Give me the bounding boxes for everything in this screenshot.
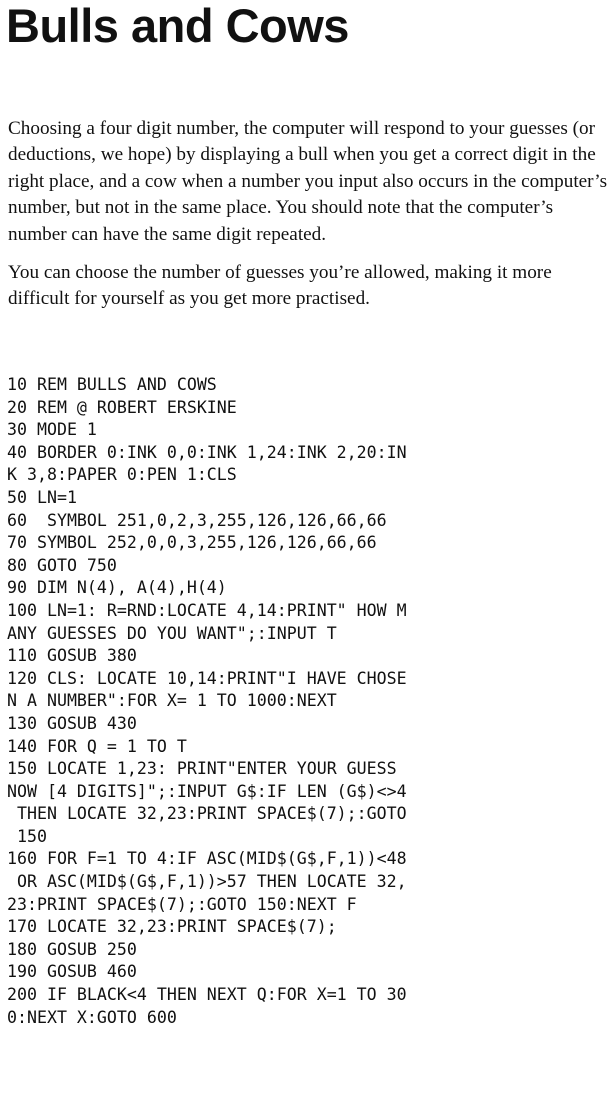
code-line: 120 CLS: LOCATE 10,14:PRINT"I HAVE CHOSE [7,668,407,688]
code-line: 70 SYMBOL 252,0,0,3,255,126,126,66,66 [7,533,377,553]
code-line: N A NUMBER":FOR X= 1 TO 1000:NEXT [7,691,337,711]
code-line: 23:PRINT SPACE$(7);:GOTO 150:NEXT F [7,894,357,914]
code-line: 30 MODE 1 [7,420,97,440]
intro-text [8,116,608,325]
code-line: 100 LN=1: R=RND:LOCATE 4,14:PRINT" HOW M [7,600,407,620]
code-line: OR ASC(MID$(G$,F,1))>57 THEN LOCATE 32, [7,872,407,892]
code-line: 190 GOSUB 460 [7,962,137,982]
page-title: Bulls and Cows [6,0,349,52]
code-line: K 3,8:PAPER 0:PEN 1:CLS [7,465,237,485]
code-line: 160 FOR F=1 TO 4:IF ASC(MID$(G$,F,1))<48 [7,849,407,869]
code-line: 80 GOTO 750 [7,555,117,575]
intro-paragraph: Choosing a four digit number, the computer will respond to your guesses (or deductions, we hope) by displaying a bull when you get a correct digit in the right place, and a cow when a number you input also occurs in the computer’s number, but not in the same place. You should note that the computer’s number can have the same digit repeated. [8,118,608,245]
code-line: 150 [7,826,47,846]
code-line: 130 GOSUB 430 [7,713,137,733]
code-line: 110 GOSUB 380 [7,646,137,666]
code-line: 90 DIM N(4), A(4),H(4) [7,578,227,598]
program-listing [7,374,607,1029]
code-line: 10 REM BULLS AND COWS [7,375,217,394]
code-line: 170 LOCATE 32,23:PRINT SPACE$(7); [7,917,337,937]
code-line: NOW [4 DIGITS]";:INPUT G$:IF LEN (G$)<>4 [7,781,407,801]
code-line: THEN LOCATE 32,23:PRINT SPACE$(7);:GOTO [7,804,407,824]
code-line: ANY GUESSES DO YOU WANT";:INPUT T [7,623,337,643]
code-line: 20 REM @ ROBERT ERSKINE [7,397,237,417]
code-line: 50 LN=1 [7,487,77,507]
code-line: 40 BORDER 0:INK 0,0:INK 1,24:INK 2,20:IN [7,442,407,462]
code-line: 0:NEXT X:GOTO 600 [7,1007,177,1027]
code-line: 60 SYMBOL 251,0,2,3,255,126,126,66,66 [7,510,387,530]
intro-paragraph: You can choose the number of guesses you’re allowed, making it more difficult for yourself as you get more practised. [8,262,552,310]
code-line: 140 FOR Q = 1 TO T [7,736,187,756]
code-line: 200 IF BLACK<4 THEN NEXT Q:FOR X=1 TO 30 [7,985,407,1005]
code-line: 150 LOCATE 1,23: PRINT"ENTER YOUR GUESS [7,759,397,779]
code-line: 180 GOSUB 250 [7,939,137,959]
